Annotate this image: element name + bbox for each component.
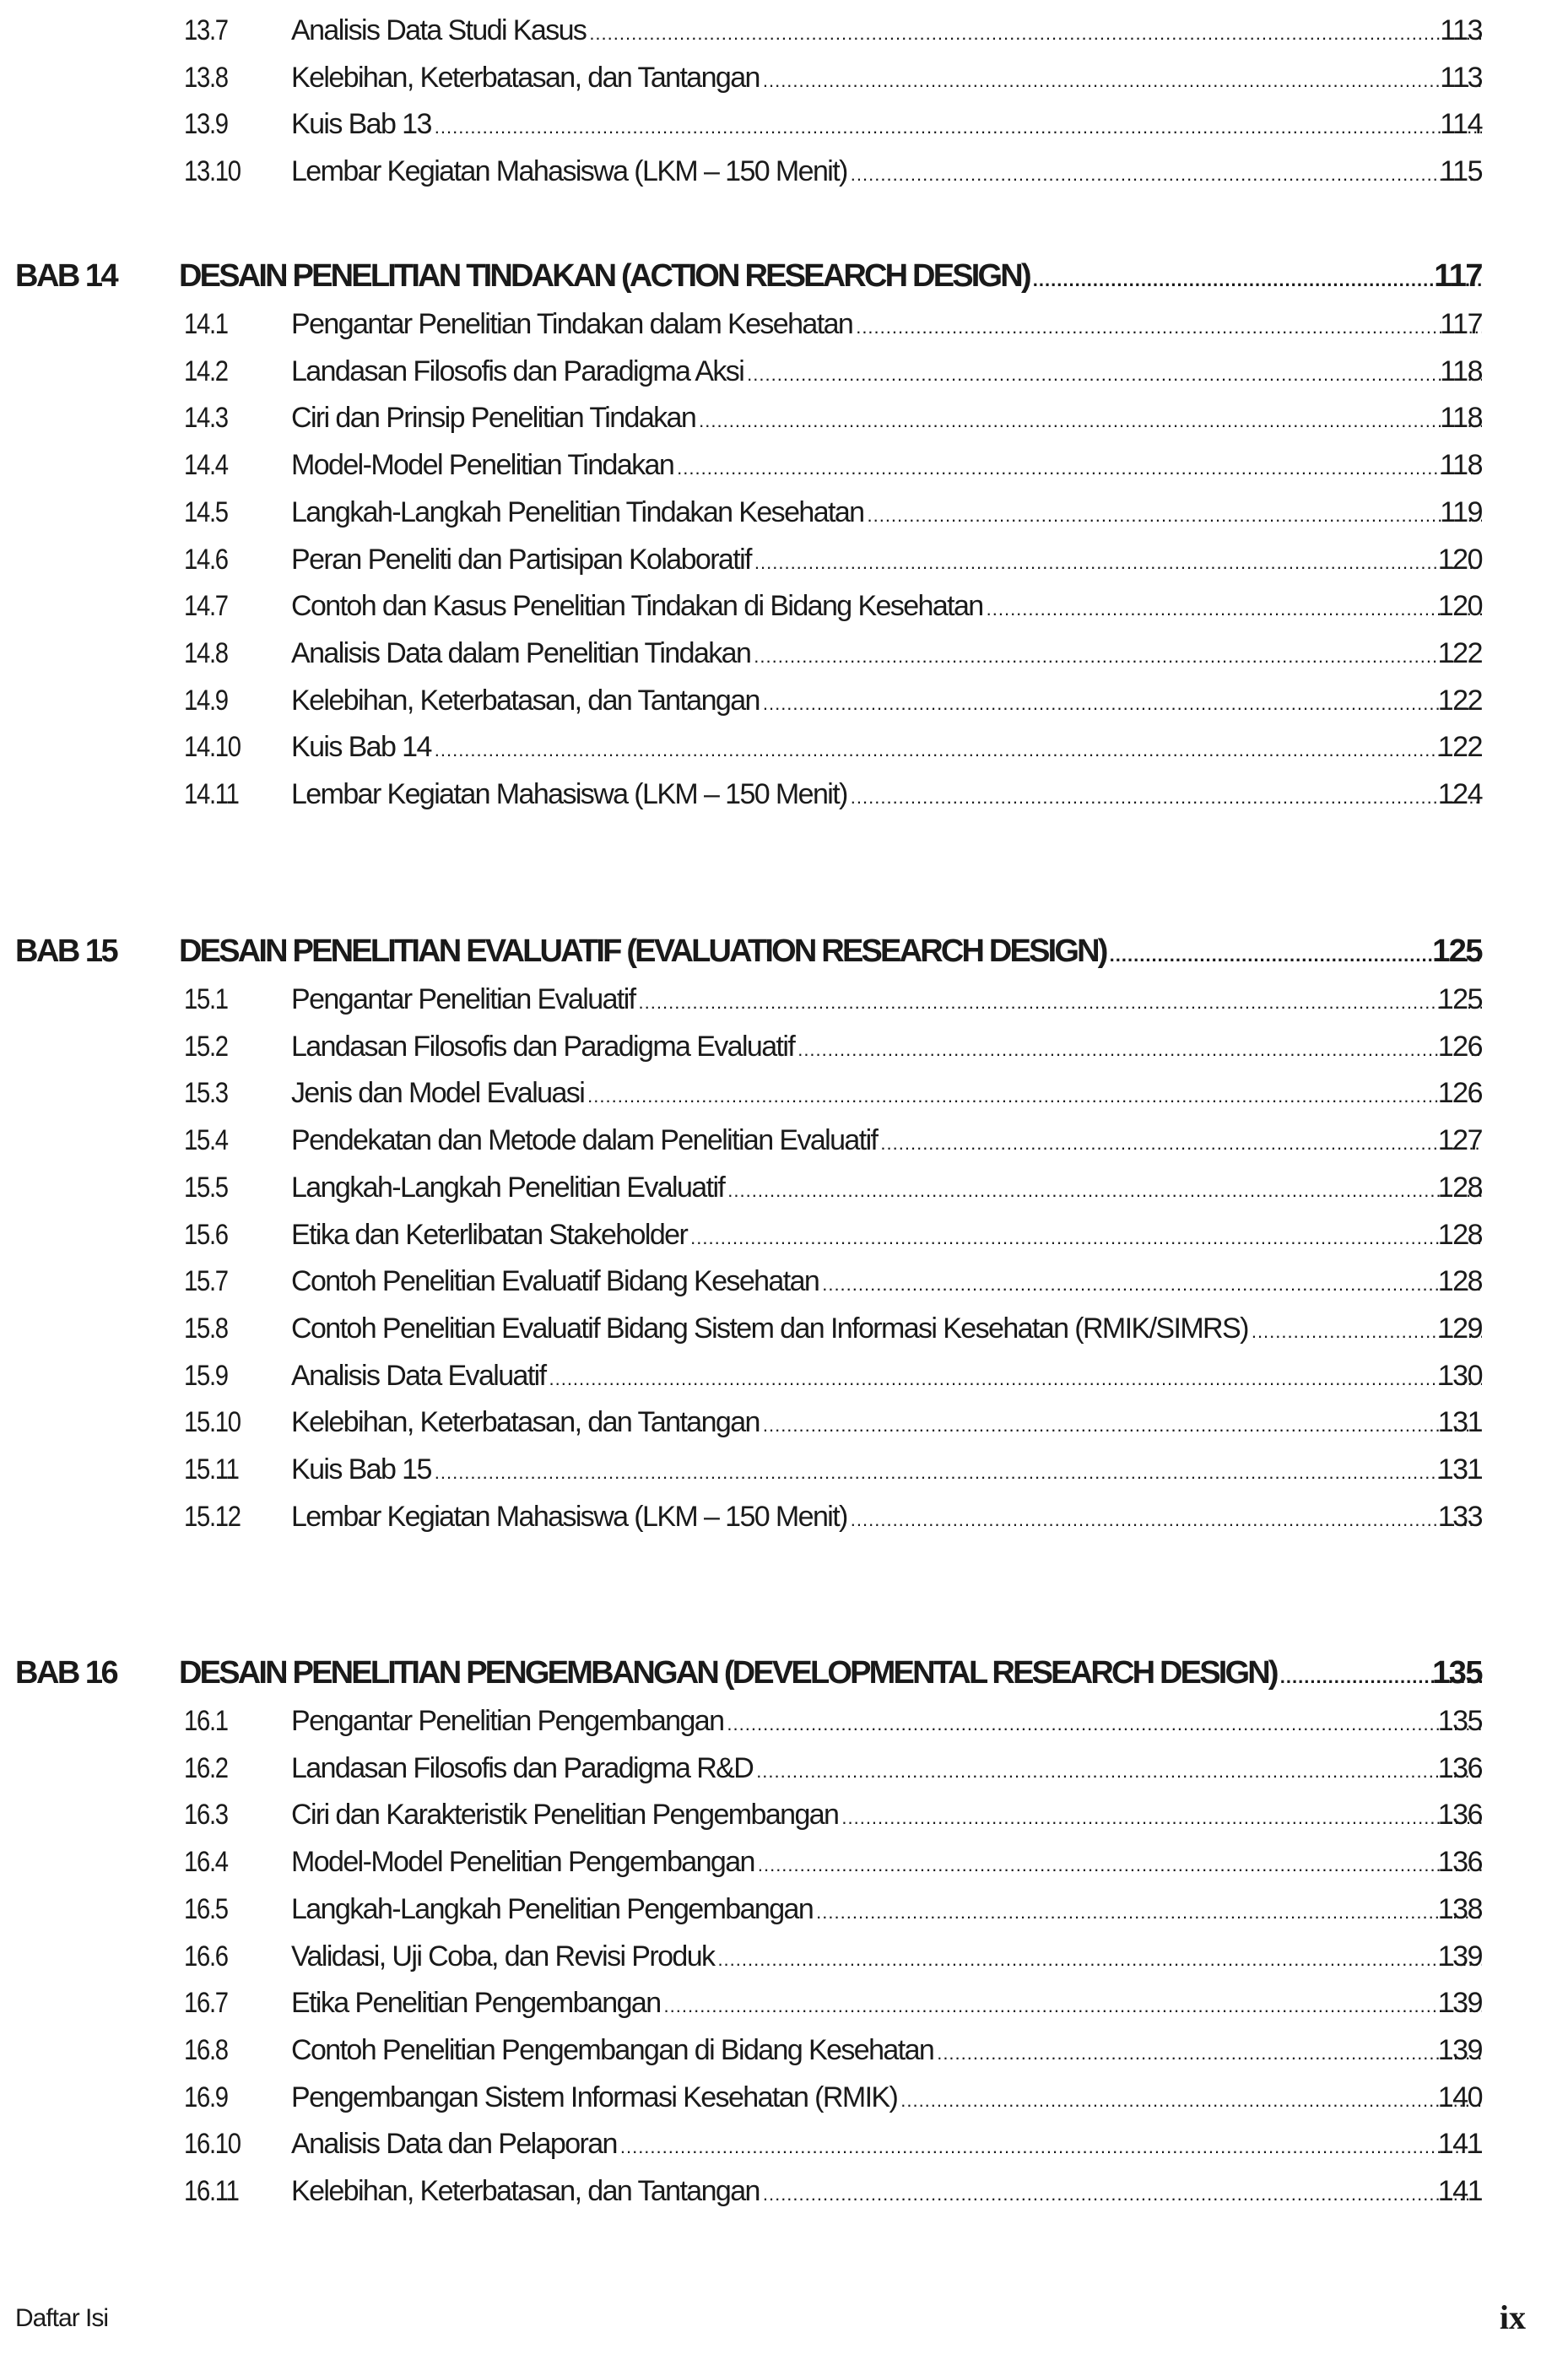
toc-entry[interactable] [0, 1745, 1568, 1792]
section-title: Analisis Data Evaluatif [291, 1359, 546, 1392]
dot-leader [763, 1402, 1482, 1446]
chapter-heading[interactable] [0, 1649, 1568, 1697]
dot-leader [690, 1215, 1482, 1258]
page-number: 124 [1437, 778, 1482, 810]
dot-leader [841, 1794, 1482, 1838]
toc-entry[interactable] [0, 54, 1568, 101]
toc-entry[interactable] [0, 1352, 1568, 1399]
toc-entry[interactable] [0, 1493, 1568, 1540]
section-number: 15.7 [184, 1265, 228, 1298]
page-number: 115 [1440, 155, 1482, 187]
dot-leader [677, 445, 1482, 489]
dot-leader [816, 1889, 1482, 1933]
section-title: Contoh dan Kasus Penelitian Tindakan di Bidang Kesehatan [291, 590, 983, 623]
section-number: 16.7 [184, 1987, 228, 2020]
section-title: Langkah-Langkah Penelitian Evaluatif [291, 1171, 725, 1204]
toc-entry[interactable] [0, 1258, 1568, 1305]
dot-leader [798, 1026, 1482, 1070]
section-title: Landasan Filosofis dan Paradigma Evaluatif [291, 1030, 795, 1063]
page-number: 131 [1437, 1406, 1482, 1439]
section-number: 15.8 [184, 1312, 228, 1345]
toc-entry[interactable] [0, 1211, 1568, 1258]
page-number: 141 [1437, 2128, 1482, 2161]
toc-entry[interactable] [0, 1023, 1568, 1070]
section-number: 16.8 [184, 2033, 228, 2066]
section-title: Kuis Bab 15 [291, 1453, 431, 1485]
page-number: 120 [1437, 543, 1482, 576]
toc-entry[interactable] [0, 489, 1568, 536]
page-number: 131 [1437, 1453, 1482, 1485]
toc-entry[interactable] [0, 2027, 1568, 2074]
dot-leader [754, 633, 1482, 677]
page-number: 128 [1437, 1265, 1482, 1298]
section-number: 16.4 [184, 1846, 228, 1879]
section-number: 16.11 [184, 2175, 239, 2207]
section-title: Contoh Penelitian Evaluatif Bidang Sistem dan Informasi Kesehatan (RMIK/SIMRS) [291, 1312, 1248, 1345]
dot-leader [639, 979, 1482, 1023]
page-number: 140 [1437, 2081, 1482, 2113]
page-number: 141 [1437, 2175, 1482, 2207]
section-title: Pengembangan Sistem Informasi Kesehatan (RMIK) [291, 2081, 898, 2113]
chapter-label: BAB 14 [15, 258, 117, 294]
dot-leader [717, 1936, 1482, 1980]
section-number: 14.9 [184, 684, 228, 717]
section-number: 15.12 [184, 1500, 241, 1533]
toc-entry[interactable] [0, 2074, 1568, 2121]
section-title: Peran Peneliti dan Partisipan Kolaboratif [291, 543, 751, 576]
section-title: Analisis Data dalam Penelitian Tindakan [291, 636, 751, 669]
page-number: 128 [1437, 1218, 1482, 1251]
section-number: 14.11 [184, 778, 239, 810]
section-title: Lembar Kegiatan Mahasiswa (LKM – 150 Menit) [291, 155, 847, 187]
section-title: Langkah-Langkah Penelitian Pengembangan [291, 1892, 814, 1925]
dot-leader [822, 1261, 1482, 1305]
section-title: Ciri dan Prinsip Penelitian Tindakan [291, 402, 696, 435]
page-number: 138 [1437, 1892, 1482, 1925]
page-number: 117 [1440, 308, 1482, 340]
page-number: 126 [1437, 1030, 1482, 1063]
section-number: 14.4 [184, 449, 228, 482]
section-title: Model-Model Penelitian Tindakan [291, 449, 674, 482]
footer-page-number: ix [1499, 2298, 1526, 2336]
section-number: 14.5 [184, 495, 228, 528]
dot-leader [589, 10, 1482, 54]
section-title: Contoh Penelitian Pengembangan di Bidang Kesehatan [291, 2033, 934, 2066]
toc-entry[interactable] [0, 1069, 1568, 1117]
dot-leader [758, 1842, 1482, 1886]
section-number: 16.3 [184, 1799, 228, 1832]
section-title: Landasan Filosofis dan Paradigma R&D [291, 1751, 754, 1784]
toc-entry[interactable] [0, 441, 1568, 489]
dot-leader [851, 151, 1482, 195]
toc-entry[interactable] [0, 148, 1568, 195]
page-number: 126 [1437, 1077, 1482, 1110]
section-number: 15.1 [184, 983, 228, 1015]
toc-entry[interactable] [0, 1838, 1568, 1886]
section-number: 14.6 [184, 543, 228, 576]
toc-entry[interactable] [0, 1164, 1568, 1211]
toc-entry[interactable] [0, 536, 1568, 583]
section-number: 15.6 [184, 1218, 228, 1251]
toc-entry[interactable] [0, 2120, 1568, 2167]
chapter-label: BAB 15 [15, 933, 117, 969]
page-number: 120 [1437, 590, 1482, 623]
section-title: Kelebihan, Keterbatasan, dan Tantangan [291, 684, 760, 717]
toc-entry[interactable] [0, 1979, 1568, 2027]
page-number: 122 [1437, 684, 1482, 717]
dot-leader [747, 351, 1482, 395]
toc-entry[interactable] [0, 976, 1568, 1023]
dot-leader [754, 539, 1482, 583]
dot-leader [435, 104, 1482, 148]
page-number: 118 [1440, 354, 1482, 387]
page-number: 125 [1437, 983, 1482, 1015]
section-title: Kelebihan, Keterbatasan, dan Tantangan [291, 2175, 760, 2207]
page-number: 125 [1432, 933, 1482, 969]
dot-leader [900, 2077, 1482, 2121]
toc-entry[interactable] [0, 394, 1568, 441]
page-number: 114 [1440, 108, 1482, 140]
section-title: Etika Penelitian Pengembangan [291, 1987, 661, 2020]
dot-leader [1033, 257, 1482, 300]
section-title: Contoh Penelitian Evaluatif Bidang Kesehatan [291, 1265, 819, 1298]
toc-entry[interactable] [0, 1117, 1568, 1164]
section-number: 15.2 [184, 1030, 228, 1063]
section-number: 16.9 [184, 2081, 228, 2113]
dot-leader [699, 398, 1482, 441]
section-number: 14.2 [184, 354, 228, 387]
dot-leader [549, 1356, 1482, 1399]
page-number: 128 [1437, 1171, 1482, 1204]
page-number: 133 [1437, 1500, 1482, 1533]
section-title: Model-Model Penelitian Pengembangan [291, 1846, 754, 1879]
section-number: 15.10 [184, 1406, 241, 1439]
toc-entry[interactable] [0, 1791, 1568, 1838]
chapter-heading[interactable] [0, 252, 1568, 300]
toc-entry[interactable] [0, 1933, 1568, 1980]
section-title: Jenis dan Model Evaluasi [291, 1077, 585, 1110]
toc-entry[interactable] [0, 300, 1568, 348]
section-title: Pengantar Penelitian Pengembangan [291, 1705, 724, 1737]
page-number: 113 [1440, 14, 1482, 46]
dot-leader [763, 57, 1482, 101]
toc-entry[interactable] [0, 677, 1568, 724]
dot-leader [763, 680, 1482, 724]
section-title: Pengantar Penelitian Evaluatif [291, 983, 635, 1015]
toc-entry[interactable] [0, 1399, 1568, 1446]
section-title: Kuis Bab 14 [291, 731, 431, 764]
section-title: Etika dan Keterlibatan Stakeholder [291, 1218, 688, 1251]
section-number: 13.7 [184, 14, 228, 46]
section-number: 14.10 [184, 731, 241, 764]
section-number: 13.10 [184, 155, 241, 187]
page-number: 113 [1440, 62, 1482, 94]
dot-leader [937, 2030, 1482, 2074]
page-number: 122 [1437, 731, 1482, 764]
page-number: 118 [1440, 402, 1482, 435]
toc-entry[interactable] [0, 771, 1568, 818]
chapter-title: DESAIN PENELITIAN PENGEMBANGAN (DEVELOPMENTAL RESEARCH DESIGN) [179, 1655, 1277, 1691]
page-number: 136 [1437, 1751, 1482, 1784]
section-number: 15.4 [184, 1124, 228, 1157]
footer-section-label: Daftar Isi [15, 2304, 109, 2332]
dot-leader [851, 1496, 1482, 1540]
section-title: Analisis Data Studi Kasus [291, 14, 587, 46]
toc-entry[interactable] [0, 630, 1568, 677]
section-number: 14.3 [184, 402, 228, 435]
section-number: 14.8 [184, 636, 228, 669]
section-number: 13.8 [184, 62, 228, 94]
section-number: 14.7 [184, 590, 228, 623]
section-title: Ciri dan Karakteristik Penelitian Pengembangan [291, 1799, 839, 1832]
toc-entry[interactable] [0, 582, 1568, 630]
page-number: 118 [1440, 449, 1482, 482]
toc-entry[interactable] [0, 723, 1568, 771]
page-number: 130 [1437, 1359, 1482, 1392]
section-title: Pendekatan dan Metode dalam Penelitian Evaluatif [291, 1124, 878, 1157]
section-number: 13.9 [184, 108, 228, 140]
section-title: Kuis Bab 13 [291, 108, 431, 140]
dot-leader [664, 1983, 1482, 2027]
chapter-heading[interactable] [0, 928, 1568, 975]
section-title: Analisis Data dan Pelaporan [291, 2128, 617, 2161]
section-number: 15.3 [184, 1077, 228, 1110]
section-number: 16.5 [184, 1892, 228, 1925]
section-number: 16.1 [184, 1705, 228, 1737]
dot-leader [987, 586, 1482, 630]
page-number: 119 [1440, 495, 1482, 528]
dot-leader [727, 1167, 1482, 1211]
section-number: 14.1 [184, 308, 228, 340]
page-number: 127 [1437, 1124, 1482, 1157]
chapter-label: BAB 16 [15, 1655, 117, 1691]
toc-entry[interactable] [0, 1305, 1568, 1352]
toc-entry[interactable] [0, 7, 1568, 54]
dot-leader [851, 774, 1482, 818]
section-title: Pengantar Penelitian Tindakan dalam Kesehatan [291, 308, 853, 340]
toc-entry[interactable] [0, 1697, 1568, 1745]
section-number: 15.11 [184, 1453, 239, 1485]
page-number: 122 [1437, 636, 1482, 669]
dot-leader [763, 2171, 1482, 2215]
toc-entry[interactable] [0, 348, 1568, 395]
page-number: 136 [1437, 1799, 1482, 1832]
chapter-title: DESAIN PENELITIAN TINDAKAN (ACTION RESEARCH DESIGN) [179, 258, 1030, 294]
dot-leader [587, 1073, 1482, 1117]
section-title: Lembar Kegiatan Mahasiswa (LKM – 150 Menit) [291, 1500, 847, 1533]
page-number: 139 [1437, 1940, 1482, 1972]
dot-leader [727, 1701, 1482, 1745]
toc-entry[interactable] [0, 1886, 1568, 1933]
section-number: 16.6 [184, 1940, 228, 1972]
dot-leader [867, 492, 1482, 536]
section-title: Kelebihan, Keterbatasan, dan Tantangan [291, 1406, 760, 1439]
section-title: Lembar Kegiatan Mahasiswa (LKM – 150 Menit) [291, 778, 847, 810]
chapter-title: DESAIN PENELITIAN EVALUATIF (EVALUATION RESEARCH DESIGN) [179, 933, 1106, 969]
dot-leader [880, 1120, 1482, 1164]
section-number: 15.5 [184, 1171, 228, 1204]
page-number: 135 [1432, 1655, 1482, 1691]
section-number: 16.2 [184, 1751, 228, 1784]
page-number: 135 [1437, 1705, 1482, 1737]
dot-leader [756, 1748, 1482, 1792]
toc-entry[interactable] [0, 1446, 1568, 1493]
section-number: 15.9 [184, 1359, 228, 1392]
page-number: 139 [1437, 2033, 1482, 2066]
section-title: Validasi, Uji Coba, dan Revisi Produk [291, 1940, 715, 1972]
dot-leader [435, 1449, 1482, 1493]
dot-leader [620, 2124, 1482, 2167]
section-title: Kelebihan, Keterbatasan, dan Tantangan [291, 62, 760, 94]
dot-leader [856, 304, 1482, 348]
toc-entry[interactable] [0, 2167, 1568, 2215]
page-number: 129 [1437, 1312, 1482, 1345]
page-number: 139 [1437, 1987, 1482, 2020]
page-number: 117 [1434, 258, 1482, 294]
page-number: 136 [1437, 1846, 1482, 1879]
section-title: Langkah-Langkah Penelitian Tindakan Kesehatan [291, 495, 864, 528]
section-number: 16.10 [184, 2128, 241, 2161]
toc-entry[interactable] [0, 100, 1568, 148]
dot-leader [435, 727, 1482, 771]
section-title: Landasan Filosofis dan Paradigma Aksi [291, 354, 744, 387]
